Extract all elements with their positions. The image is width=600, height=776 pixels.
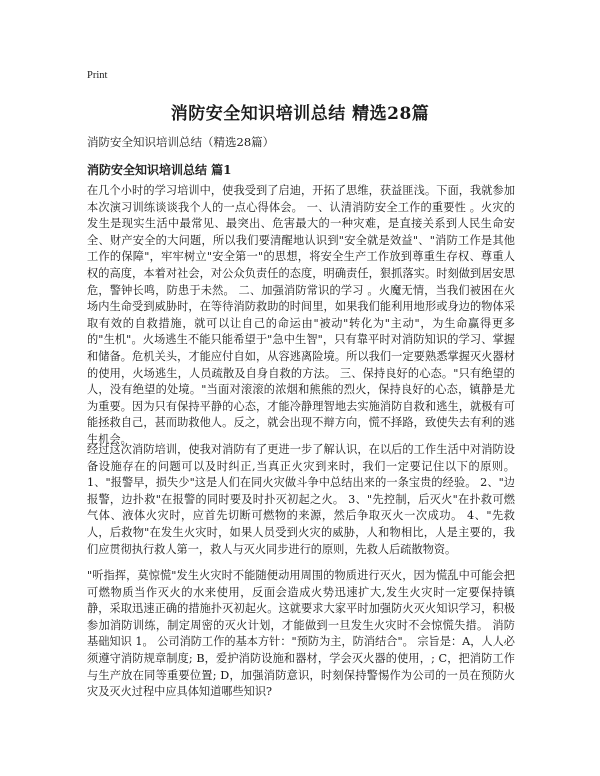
paragraph-2: 经过这次消防培训，使我对消防有了更进一步了解认识，在以后的工作生活中对消防设备设施存在的问题可以及时纠正,当真正火灾到来时，我们一定要记住以下的原则。 1、"报警早，损失少"这是人们在同火灾做斗争中总结出来的一条宝贵的经验。 2、"边报警，边扑救"在报警的同时要及时扑灭初起之火。 3、"先控制，后灭火"在扑救可燃气体、液体火灾时，应首先切断可燃物的来源，然后争取灭火一次成功。 4、"先救人，后救物"在发生火灾时，如果人员受到火灾的威胁，人和物相比，人是主要的，我们应贯彻执行救人第一，救人与灭火同步进行的原则，先救人后疏散物资。 <box>87 443 515 556</box>
document-subtitle: 消防安全知识培训总结（精选28篇） <box>87 135 275 149</box>
paragraph-1: 在几个小时的学习培训中，使我受到了启迪，开拓了思维，获益匪浅。下面，我就参加本次演习训练谈谈我个人的一点心得体会。 一、认清消防安全工作的重要性 。火灾的发生是现实生活中最常见、最突出、危害最大的一种灾难，是直接关系到人民生命安全、财产安全的大问题，所以我们要清醒地认识到"安全就是效益"、"消防工作是其他工作的保障"，牢牢树立"安全第一"的思想，将安全生产工作放到尊重生存权、尊重人权的高度，本着对社会，对公众负责任的态度，明确责任，狠抓落实。时刻做到居安思危，警钟长鸣，防患于未然。 二、加强消防常识的学习 。火魔无情，当我们被困在火场内生命受到威胁时，在等待消防救助的时间里，如果我们能利用地形或身边的物体采取有效的自救措施，就可以让自己的命运由"被动"转化为"主动"，为生命赢得更多的"生机"。火场逃生不能只能希望于"急中生智"，只有靠平时对消防知识的学习、掌握和储备。危机关头，才能应付自如，从容逃离险境。所以我们一定要熟悉掌握灭火器材的使用，火场逃生，人员疏散及自身自救的方法。 三、保持良好的心态。"只有绝望的人，没有绝望的处境。"当面对滚滚的浓烟和熊熊的烈火，保持良好的心态，镇静是尤为重要。因为只有保持平静的心态，才能冷静理智地去实施消防自救和逃生，就极有可能拯救自己，甚而助救他人。反之，就会出现不辩方向，慌不择路，致使失去有利的逃生机会。 <box>87 184 515 446</box>
section-heading: 消防安全知识培训总结 篇1 <box>87 163 232 177</box>
print-link[interactable]: Print <box>87 70 108 81</box>
document-title: 消防安全知识培训总结 精选28篇 <box>170 104 430 124</box>
paragraph-3: "听指挥，莫惊慌"发生火灾时不能随便动用周围的物质进行灭火，因为慌乱中可能会把可燃物质当作灭火的水来使用，反面会造成火势迅速扩大,发生火灾时一定要保持镇静，采取迅速正确的措施扑灭初起火。这就要求大家平时加强防火灭火知识学习，积极参加消防训练，制定周密的灭火计划，才能做到一旦发生火灾时不会惊慌失措。 消防基础知识 1。 公司消防工作的基本方针："预防为主，防消结合"。 宗旨是：A，人人必须遵守消防规章制度; B，爱护消防设施和器材，学会灭火器的使用，; C，把消防工作与生产放在同等重要位置; D，加强消防意识，时刻保持警惕作为公司的一员在预防火灾及灭火过程中应具体知道哪些知识? <box>87 569 515 699</box>
